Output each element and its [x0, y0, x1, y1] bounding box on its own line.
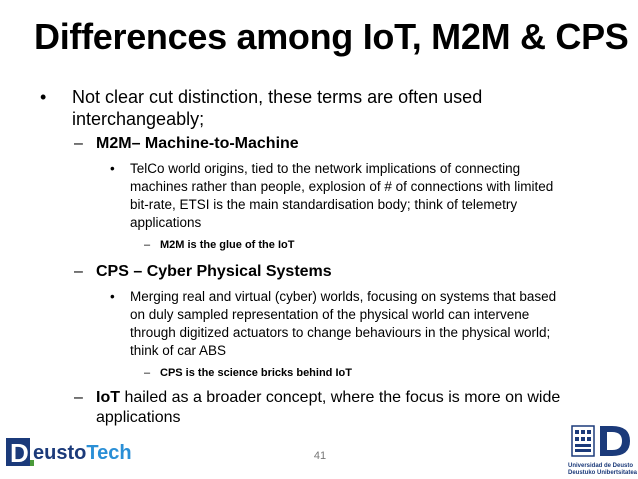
bullet-dash: –: [74, 135, 83, 152]
iot-description: hailed as a broader concept, where the focus is more on wide: [120, 389, 561, 406]
m2m-abbr: M2M: [96, 135, 132, 152]
m2m-heading: [96, 134, 299, 154]
bullet-text: Not clear cut distinction, these terms are often used: [72, 87, 483, 107]
university-crest-icon: [568, 424, 634, 462]
logo-word-deusto: eusto: [33, 442, 87, 464]
university-name: Universidad de Deusto: [568, 463, 634, 469]
cps-description: through digitized actuators to change behaviours in the physical world;: [130, 325, 551, 340]
cps-heading: CPS – Cyber Physical Systems: [96, 263, 332, 280]
bullet-dot: •: [110, 161, 115, 176]
logo-word-tech: Tech: [86, 442, 132, 464]
bullet-dash: –: [144, 367, 151, 379]
bullet-dash: –: [74, 389, 83, 406]
iot-abbr: IoT: [96, 389, 120, 406]
cps-description: on duly sampled representation of the physical world can intervene: [130, 307, 530, 322]
cps-description: think of car ABS: [130, 343, 227, 358]
iot-line: [96, 388, 560, 408]
logo-word-a: [33, 436, 132, 470]
bullet-dot: •: [110, 289, 115, 304]
m2m-note: M2M is the glue of the IoT: [160, 239, 295, 251]
university-logo: [568, 424, 638, 476]
bullet-dash: –: [74, 263, 83, 280]
m2m-description: applications: [130, 215, 202, 230]
bullet-dash: –: [144, 239, 151, 251]
m2m-description: machines rather than people, explosion of # of connections with limited: [130, 179, 554, 194]
page-number: 41: [313, 450, 327, 462]
cps-description: Merging real and virtual (cyber) worlds, focusing on systems that based: [130, 289, 557, 304]
bullet-dot: •: [40, 87, 47, 107]
slide-title: Differences among IoT, M2M & CPS: [34, 16, 629, 57]
iot-line: applications: [96, 409, 181, 426]
bullet-text: interchangeably;: [72, 109, 205, 129]
m2m-description: TelCo world origins, tied to the network implications of connecting: [130, 161, 521, 176]
deustotech-logo: [6, 436, 132, 470]
m2m-description: bit-rate, ETSI is the main standardisation body; think of telemetry: [130, 197, 518, 212]
cps-note: CPS is the science bricks behind IoT: [160, 367, 352, 379]
logo-letter: D: [10, 438, 29, 468]
m2m-expansion: – Machine-to-Machine: [131, 135, 299, 152]
university-name-basque: Deustuko Unibertsitatea: [568, 470, 638, 476]
